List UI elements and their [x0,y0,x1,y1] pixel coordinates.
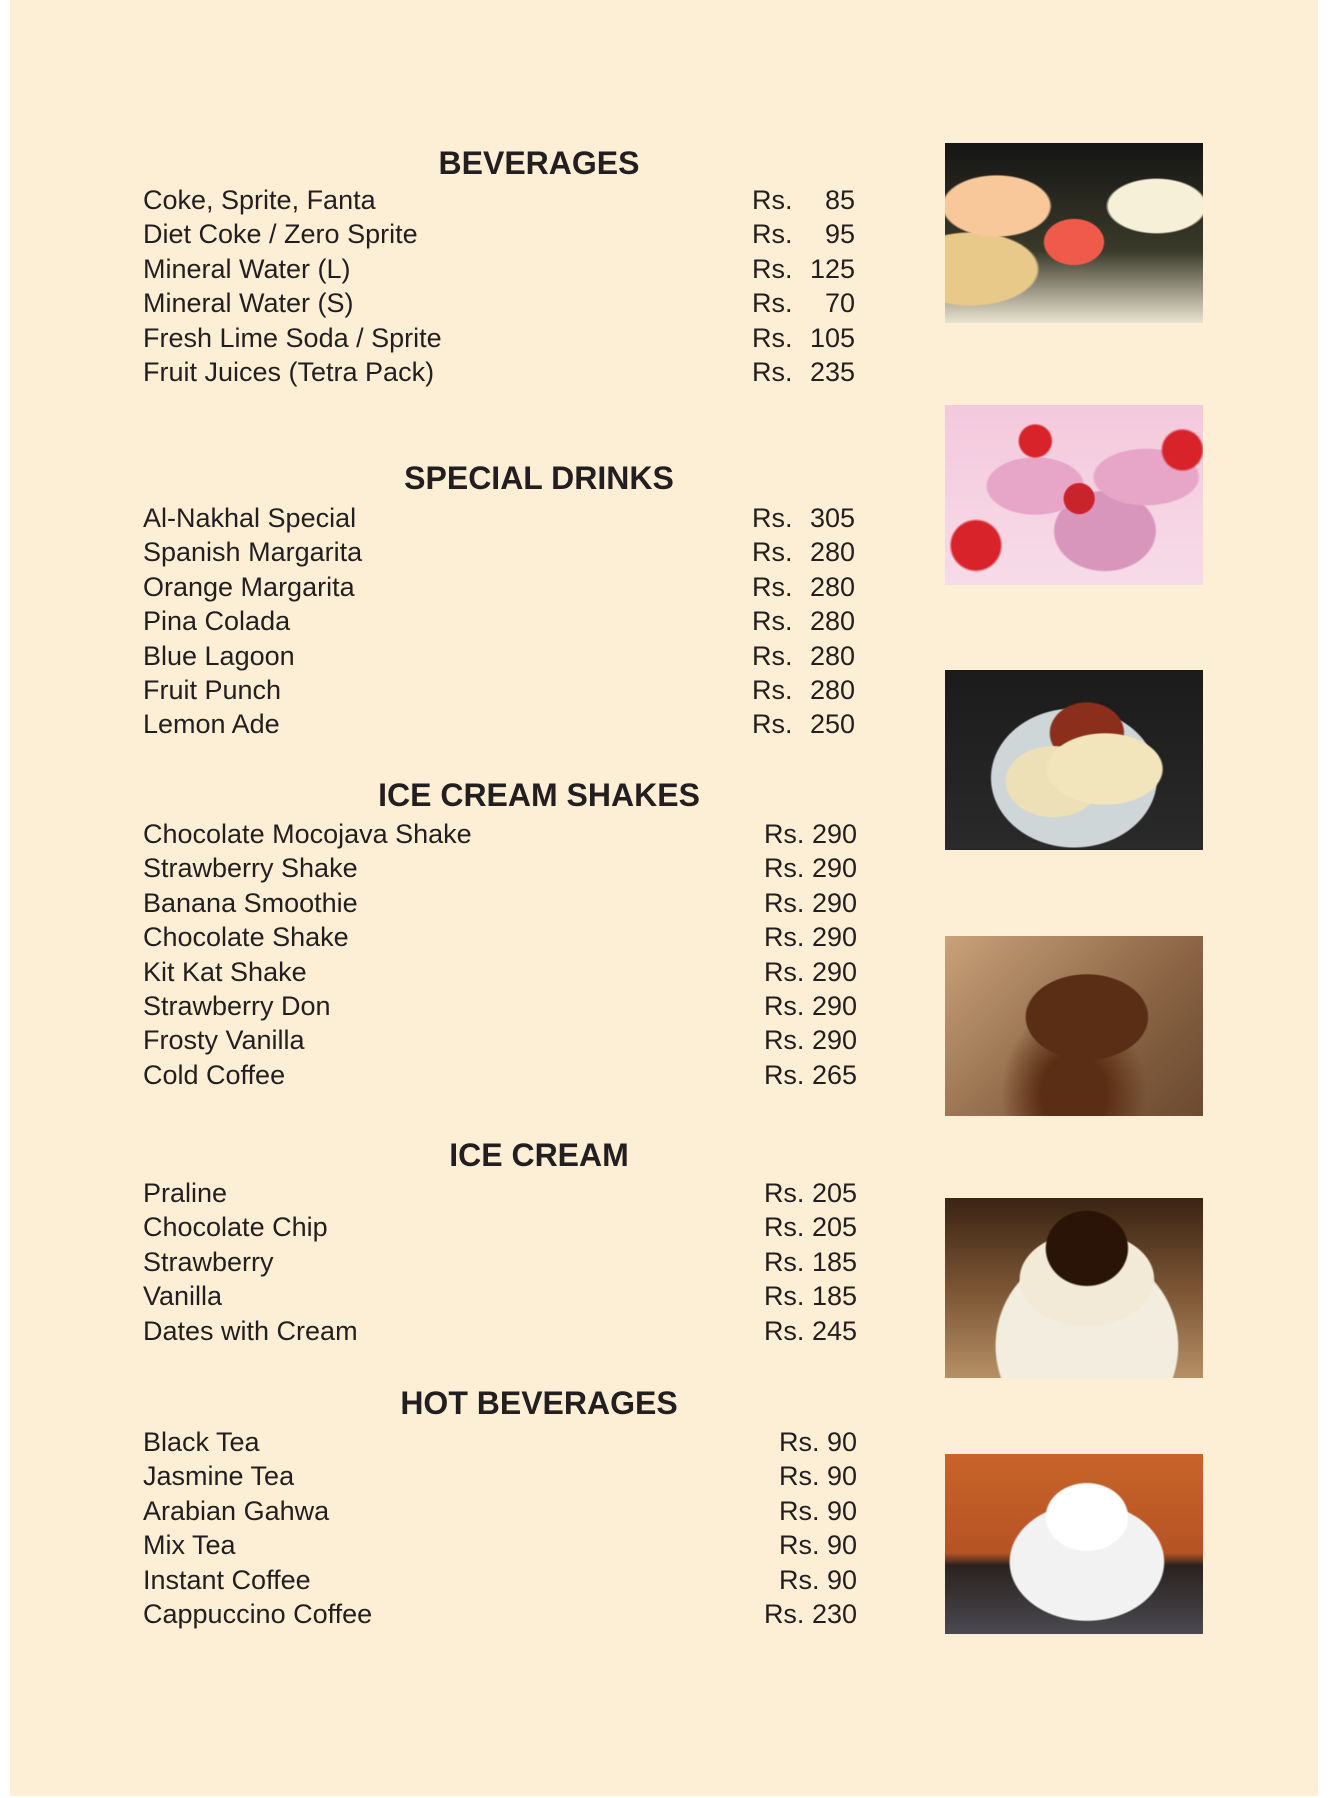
menu-item [143,851,863,885]
section-title: ICE CREAM SHAKES [378,777,700,813]
item-price: Rs. 230 [763,1599,857,1629]
menu-item [143,501,863,535]
menu-item [143,1597,863,1631]
item-name: Kit Kat Shake [143,956,307,987]
item-name: Strawberry Shake [143,853,358,884]
menu-item [143,639,863,673]
item-name: Banana Smoothie [143,887,358,918]
menu-item [143,1425,863,1459]
item-price: Rs. 290 [763,956,857,987]
item-price: 280 [809,537,855,568]
menu-item [143,1528,863,1562]
item-name: Coke, Sprite, Fanta [143,185,376,215]
item-name: Frosty Vanilla [143,1025,305,1056]
item-name: Fresh Lime Soda / Sprite [143,322,442,353]
menu-item [143,920,863,954]
currency-label: Rs. [752,253,793,284]
currency-label: Rs. [752,288,793,319]
menu-item [143,321,863,355]
item-price: Rs. 90 [778,1495,857,1526]
item-price: 105 [809,322,855,353]
currency-label: Rs. [752,322,793,353]
item-name: Black Tea [143,1427,260,1457]
item-price: Rs. 90 [778,1427,857,1457]
item-price: 280 [809,640,855,671]
currency-label: Rs. [752,640,793,671]
item-name: Al-Nakhal Special [143,503,357,533]
section-title: ICE CREAM [449,1137,629,1173]
section-title: HOT BEVERAGES [400,1385,678,1421]
item-price: Rs. 290 [763,887,857,918]
menu-item [143,1058,863,1092]
coffee-beans-cup-photo [945,936,1203,1116]
menu-item [143,1494,863,1528]
item-price: Rs. 185 [763,1281,857,1312]
item-name: Fruit Punch [143,675,282,705]
menu-item [143,286,863,320]
item-name: Arabian Gahwa [143,1495,330,1526]
item-name: Cold Coffee [143,1059,286,1090]
item-price: Rs. 205 [763,1178,857,1208]
item-name: Fruit Juices (Tetra Pack) [143,357,435,387]
item-name: Mineral Water (S) [143,288,354,319]
coffee-cup-photo [945,1198,1203,1378]
item-name: Praline [143,1178,228,1208]
item-price: Rs. 90 [778,1530,857,1561]
item-price: 280 [809,571,855,602]
item-price: Rs. 290 [763,819,857,849]
item-name: Strawberry Don [143,991,331,1021]
item-price: Rs. 205 [763,1212,857,1243]
currency-label: Rs. [752,219,793,250]
currency-label: Rs. [752,709,793,740]
item-name: Instant Coffee [143,1564,311,1595]
section-title: BEVERAGES [438,145,640,181]
item-price: 85 [824,185,855,215]
menu-item [143,673,863,707]
currency-label: Rs. [752,606,793,637]
menu-item [143,1563,863,1597]
item-name: Vanilla [143,1281,223,1312]
menu-item [143,570,863,604]
currency-label: Rs. [752,571,793,602]
menu-item [143,604,863,638]
item-name: Orange Margarita [143,571,355,602]
menu-item [143,989,863,1023]
item-name: Pina Colada [143,606,291,637]
menu-item [143,1176,863,1210]
fruit-juices-photo [945,143,1203,323]
item-name: Chocolate Chip [143,1212,328,1243]
item-price: 305 [809,503,855,533]
item-name: Dates with Cream [143,1315,358,1346]
currency-label: Rs. [752,503,793,533]
item-price: 95 [824,219,855,250]
menu-item [143,707,863,741]
item-price: 70 [824,288,855,319]
item-name: Cappuccino Coffee [143,1599,373,1629]
item-price: 125 [809,253,855,284]
item-price: Rs. 290 [763,922,857,953]
item-price: Rs. 90 [778,1564,857,1595]
item-price: Rs. 245 [763,1315,857,1346]
item-price: Rs. 290 [763,1025,857,1056]
menu-item [143,1210,863,1244]
currency-label: Rs. [752,675,793,705]
item-price: Rs. 290 [763,991,857,1021]
item-price: Rs. 290 [763,853,857,884]
ice-cream-sundae-photo [945,670,1203,850]
menu-item [143,183,863,217]
item-name: Mix Tea [143,1530,236,1561]
menu-item [143,955,863,989]
menu-item [143,355,863,389]
item-name: Diet Coke / Zero Sprite [143,219,418,250]
menu-item [143,1245,863,1279]
item-price: 280 [809,606,855,637]
menu-item [143,1279,863,1313]
menu-item [143,886,863,920]
item-name: Chocolate Mocojava Shake [143,819,472,849]
item-price: Rs. 265 [763,1059,857,1090]
tea-cup-photo [945,1454,1203,1634]
item-price: 235 [809,357,855,387]
item-name: Chocolate Shake [143,922,349,953]
menu-item [143,1314,863,1348]
menu-item [143,1459,863,1493]
section-title: SPECIAL DRINKS [404,460,674,496]
item-price: Rs. 90 [778,1461,857,1492]
item-name: Strawberry [143,1246,274,1277]
item-price: 250 [809,709,855,740]
item-name: Jasmine Tea [143,1461,295,1492]
currency-label: Rs. [752,537,793,568]
menu-item [143,252,863,286]
menu-item [143,1023,863,1057]
item-name: Lemon Ade [143,709,280,740]
menu-item [143,817,863,851]
currency-label: Rs. [752,185,793,215]
menu-item [143,217,863,251]
item-name: Blue Lagoon [143,640,295,671]
item-name: Mineral Water (L) [143,253,351,284]
strawberry-smoothies-photo [945,405,1203,585]
currency-label: Rs. [752,357,793,387]
item-price: Rs. 185 [763,1246,857,1277]
menu-item [143,535,863,569]
item-price: 280 [809,675,855,705]
item-name: Spanish Margarita [143,537,363,568]
